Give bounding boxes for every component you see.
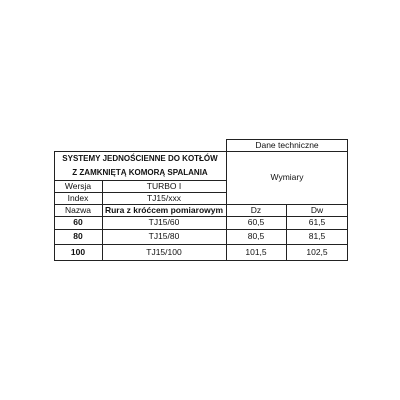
dimensions-header: Wymiary (270, 172, 304, 183)
row-dw: 61,5 (308, 217, 326, 228)
grid-line (54, 204, 348, 205)
row-size: 80 (73, 231, 83, 242)
row-code: TJ15/80 (148, 231, 180, 242)
grid-line (102, 180, 103, 261)
version-label: Wersja (64, 180, 92, 191)
grid-line (286, 204, 287, 261)
row-dw: 102,5 (306, 247, 328, 258)
row-code: TJ15/100 (146, 247, 182, 258)
grid-line (54, 244, 348, 245)
index-label: Index (67, 192, 89, 203)
row-size: 100 (70, 247, 86, 258)
row-dz: 80,5 (247, 231, 265, 242)
grid-line (54, 229, 348, 230)
index-value: TJ15/xxx (146, 192, 181, 203)
name-label: Nazwa (65, 204, 91, 215)
grid-line (226, 139, 227, 261)
grid-line (54, 216, 348, 217)
grid-line (54, 151, 55, 261)
version-value: TURBO I (146, 180, 182, 191)
row-code: TJ15/60 (148, 217, 180, 228)
row-size: 60 (73, 217, 83, 228)
grid-line (347, 139, 348, 261)
table-title-line-2: Z ZAMKNIĘTĄ KOMORĄ SPALANIA (72, 167, 208, 177)
name-value: Rura z króćcem pomiarowym (104, 204, 224, 215)
grid-line (54, 260, 348, 261)
technical-data-table (54, 139, 348, 261)
grid-line (54, 151, 348, 152)
row-dz: 101,5 (245, 247, 267, 258)
dw-header: Dw (310, 204, 324, 215)
grid-line (226, 139, 348, 140)
table-title (54, 151, 226, 180)
row-dw: 81,5 (308, 231, 326, 242)
grid-line (54, 180, 226, 181)
table-title-line-1: SYSTEMY JEDNOŚCIENNE DO KOTŁÓW (62, 153, 218, 163)
row-dz: 60,5 (247, 217, 265, 228)
technical-data-header: Dane techniczne (255, 139, 319, 150)
dz-header: Dz (250, 204, 262, 215)
grid-line (54, 192, 226, 193)
